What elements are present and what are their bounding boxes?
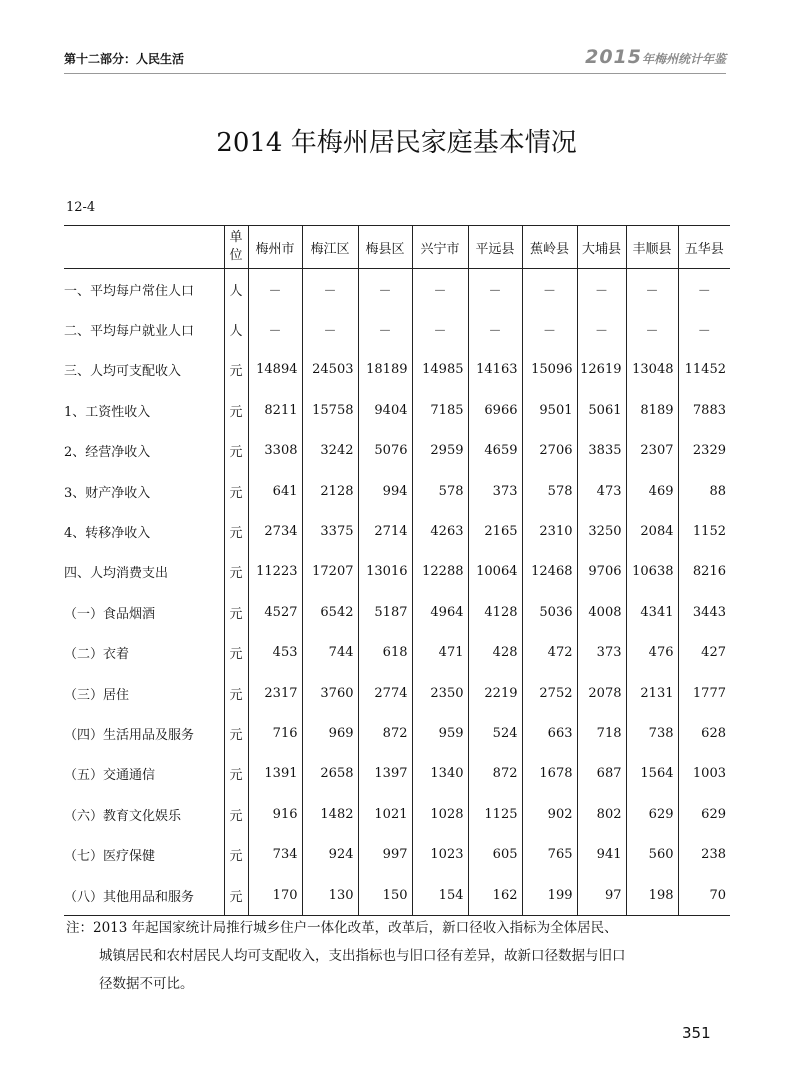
- table-cell: 70: [678, 875, 730, 916]
- table-cell: 641: [248, 471, 302, 511]
- table-cell: －: [412, 269, 468, 310]
- table-cell: 605: [468, 834, 522, 874]
- table-cell: 130: [302, 875, 358, 916]
- table-cell: 427: [678, 633, 730, 673]
- table-cell: 1021: [358, 794, 412, 834]
- table-cell: 9706: [577, 552, 626, 592]
- page-title: 2014 年梅州居民家庭基本情况: [216, 128, 577, 158]
- row-label: （七）医疗保健: [64, 849, 156, 865]
- table-cell: 959: [412, 713, 468, 753]
- row-label: （六）教育文化娱乐: [64, 808, 182, 824]
- table-cell: 2658: [302, 754, 358, 794]
- table-cell: 3760: [302, 673, 358, 713]
- table-cell: －: [678, 269, 730, 310]
- table-row: [64, 471, 730, 511]
- row-label: 一、平均每户常住人口: [64, 283, 195, 299]
- table-row: [64, 794, 730, 834]
- table-cell: 1023: [412, 834, 468, 874]
- table-cell: 11223: [248, 552, 302, 592]
- table-cell: 5187: [358, 592, 412, 632]
- table-cell: 578: [522, 471, 577, 511]
- row-label: （二）衣着: [64, 647, 130, 663]
- table-cell: 2714: [358, 511, 412, 551]
- table-cell: 4341: [626, 592, 678, 632]
- row-unit: 元: [224, 875, 248, 916]
- row-unit: 人: [224, 269, 248, 310]
- table-cell: 154: [412, 875, 468, 916]
- table-cell: 802: [577, 794, 626, 834]
- row-unit: 元: [224, 754, 248, 794]
- table-cell: 1397: [358, 754, 412, 794]
- table-cell: 718: [577, 713, 626, 753]
- table-cell: 902: [522, 794, 577, 834]
- row-unit: 元: [224, 794, 248, 834]
- table-cell: 3835: [577, 431, 626, 471]
- note-line: 城镇居民和农村居民人均可支配收入，支出指标也与旧口径有差异，故新口径数据与旧口: [99, 948, 626, 964]
- table-cell: 744: [302, 633, 358, 673]
- table-cell: 2131: [626, 673, 678, 713]
- table-cell: 453: [248, 633, 302, 673]
- table-cell: 469: [626, 471, 678, 511]
- table-cell: 2706: [522, 431, 577, 471]
- table-row: [64, 673, 730, 713]
- table-cell: 1482: [302, 794, 358, 834]
- table-cell: 5061: [577, 390, 626, 430]
- table-row: [64, 390, 730, 430]
- column-header: 梅州市: [248, 226, 302, 269]
- table-cell: 994: [358, 471, 412, 511]
- yearbook-year: 2015: [585, 46, 642, 68]
- row-unit: 元: [224, 390, 248, 430]
- table-row: [64, 309, 730, 349]
- table-cell: 238: [678, 834, 730, 874]
- table-cell: 765: [522, 834, 577, 874]
- table-cell: 428: [468, 633, 522, 673]
- table-cell: 2310: [522, 511, 577, 551]
- table-row: [64, 834, 730, 874]
- row-unit: 元: [224, 552, 248, 592]
- table-cell: 1028: [412, 794, 468, 834]
- table-row: [64, 754, 730, 794]
- table-cell: 373: [468, 471, 522, 511]
- table-cell: 524: [468, 713, 522, 753]
- row-label: 4、转移净收入: [64, 526, 151, 542]
- table-row: [64, 713, 730, 753]
- table-cell: －: [468, 269, 522, 310]
- table-cell: －: [678, 309, 730, 349]
- table-cell: 3375: [302, 511, 358, 551]
- table-cell: 1340: [412, 754, 468, 794]
- table-cell: 15096: [522, 350, 577, 390]
- table-cell: 162: [468, 875, 522, 916]
- table-cell: －: [248, 269, 302, 310]
- table-cell: 1391: [248, 754, 302, 794]
- table-cell: 997: [358, 834, 412, 874]
- table-cell: 8216: [678, 552, 730, 592]
- table-cell: 716: [248, 713, 302, 753]
- table-cell: 2350: [412, 673, 468, 713]
- yearbook-label: [585, 46, 726, 68]
- table-row: [64, 350, 730, 390]
- table-cell: 13048: [626, 350, 678, 390]
- table-cell: 4964: [412, 592, 468, 632]
- table-cell: 17207: [302, 552, 358, 592]
- table-cell: 14985: [412, 350, 468, 390]
- column-header: 丰顺县: [626, 226, 678, 269]
- table-cell: 1678: [522, 754, 577, 794]
- table-cell: 14163: [468, 350, 522, 390]
- table-cell: 941: [577, 834, 626, 874]
- table-cell: 560: [626, 834, 678, 874]
- row-unit: 元: [224, 431, 248, 471]
- table-cell: 2752: [522, 673, 577, 713]
- row-label: （一）食品烟酒: [64, 606, 156, 622]
- table-cell: 1125: [468, 794, 522, 834]
- table-cell: 4527: [248, 592, 302, 632]
- table-cell: 150: [358, 875, 412, 916]
- column-header: 梅江区: [302, 226, 358, 269]
- table-cell: 12619: [577, 350, 626, 390]
- table-cell: 734: [248, 834, 302, 874]
- header-divider: [64, 73, 726, 74]
- table-row: [64, 633, 730, 673]
- table-cell: 628: [678, 713, 730, 753]
- table-cell: 9404: [358, 390, 412, 430]
- table-cell: 97: [577, 875, 626, 916]
- note-line: 注：2013 年起国家统计局推行城乡住户一体化改革，改革后，新口径收入指标为全体居民、: [66, 920, 618, 936]
- table-row: [64, 592, 730, 632]
- table-cell: 969: [302, 713, 358, 753]
- row-label: （四）生活用品及服务: [64, 727, 195, 743]
- row-unit: 元: [224, 834, 248, 874]
- table-cell: 3242: [302, 431, 358, 471]
- table-cell: 4659: [468, 431, 522, 471]
- table-cell: 473: [577, 471, 626, 511]
- table-cell: 2078: [577, 673, 626, 713]
- table-cell: －: [302, 309, 358, 349]
- table-cell: 4128: [468, 592, 522, 632]
- table-cell: 2329: [678, 431, 730, 471]
- data-table: [64, 225, 730, 916]
- row-unit: 元: [224, 592, 248, 632]
- table-cell: 738: [626, 713, 678, 753]
- table-cell: 3250: [577, 511, 626, 551]
- table-cell: 199: [522, 875, 577, 916]
- table-cell: 7185: [412, 390, 468, 430]
- column-header: 平远县: [468, 226, 522, 269]
- unit-header-label: 单位: [229, 230, 243, 263]
- table-cell: 471: [412, 633, 468, 673]
- table-cell: －: [412, 309, 468, 349]
- table-cell: 9501: [522, 390, 577, 430]
- table-cell: 1152: [678, 511, 730, 551]
- table-cell: 5076: [358, 431, 412, 471]
- table-cell: 5036: [522, 592, 577, 632]
- table-cell: 14894: [248, 350, 302, 390]
- column-header: 五华县: [678, 226, 730, 269]
- table-cell: 2307: [626, 431, 678, 471]
- row-label: （三）居住: [64, 687, 130, 703]
- table-cell: 10638: [626, 552, 678, 592]
- row-unit: 元: [224, 350, 248, 390]
- page-number: 351: [682, 1024, 711, 1042]
- table-cell: 13016: [358, 552, 412, 592]
- note-line: 径数据不可比。: [99, 976, 194, 992]
- table-cell: 2317: [248, 673, 302, 713]
- table-cell: 4263: [412, 511, 468, 551]
- table-cell: 629: [678, 794, 730, 834]
- table-row: [64, 431, 730, 471]
- row-label: 2、经营净收入: [64, 445, 151, 461]
- table-cell: 12288: [412, 552, 468, 592]
- table-cell: 4008: [577, 592, 626, 632]
- table-cell: 476: [626, 633, 678, 673]
- column-header: 大埔县: [577, 226, 626, 269]
- table-cell: 170: [248, 875, 302, 916]
- row-label: 三、人均可支配收入: [64, 364, 182, 380]
- row-label: 3、财产净收入: [64, 485, 151, 501]
- table-cell: 578: [412, 471, 468, 511]
- row-label: 二、平均每户就业人口: [64, 324, 195, 340]
- table-cell: －: [626, 309, 678, 349]
- table-cell: 2734: [248, 511, 302, 551]
- table-cell: －: [248, 309, 302, 349]
- table-cell: 2219: [468, 673, 522, 713]
- header-item-cell: [64, 226, 224, 269]
- table-cell: 373: [577, 633, 626, 673]
- table-cell: 7883: [678, 390, 730, 430]
- table-cell: 1777: [678, 673, 730, 713]
- yearbook-name: 年梅州统计年鉴: [641, 52, 726, 66]
- table-cell: 2774: [358, 673, 412, 713]
- table-cell: －: [522, 269, 577, 310]
- table-row: [64, 269, 730, 310]
- table-cell: 1564: [626, 754, 678, 794]
- section-label: 第十二部分：人民生活: [64, 52, 185, 66]
- row-unit: 元: [224, 673, 248, 713]
- column-header: 蕉岭县: [522, 226, 577, 269]
- table-cell: －: [358, 309, 412, 349]
- table-cell: 472: [522, 633, 577, 673]
- table-cell: 6966: [468, 390, 522, 430]
- table-cell: 6542: [302, 592, 358, 632]
- row-unit: 元: [224, 633, 248, 673]
- table-cell: 18189: [358, 350, 412, 390]
- page-header: [64, 46, 726, 70]
- table-cell: 8189: [626, 390, 678, 430]
- table-code: 12-4: [66, 200, 96, 215]
- table-cell: 2959: [412, 431, 468, 471]
- table-cell: －: [302, 269, 358, 310]
- table-cell: －: [468, 309, 522, 349]
- table-row: [64, 552, 730, 592]
- table-cell: 2128: [302, 471, 358, 511]
- table-cell: －: [577, 309, 626, 349]
- table-cell: 11452: [678, 350, 730, 390]
- row-unit: 元: [224, 713, 248, 753]
- row-label: 四、人均消费支出: [64, 566, 169, 582]
- table-cell: －: [522, 309, 577, 349]
- table-cell: 916: [248, 794, 302, 834]
- table-cell: －: [626, 269, 678, 310]
- table-cell: 10064: [468, 552, 522, 592]
- table-row: [64, 875, 730, 916]
- table-row: [64, 511, 730, 551]
- table-cell: 12468: [522, 552, 577, 592]
- row-label: 1、工资性收入: [64, 404, 151, 420]
- table-cell: －: [358, 269, 412, 310]
- table-cell: 924: [302, 834, 358, 874]
- table-cell: 88: [678, 471, 730, 511]
- table-cell: 1003: [678, 754, 730, 794]
- row-label: （八）其他用品和服务: [64, 875, 224, 916]
- table-cell: 2084: [626, 511, 678, 551]
- table-cell: 687: [577, 754, 626, 794]
- table-cell: 629: [626, 794, 678, 834]
- row-unit: 人: [224, 309, 248, 349]
- table-cell: 872: [468, 754, 522, 794]
- table-cell: －: [577, 269, 626, 310]
- table-cell: 872: [358, 713, 412, 753]
- table-cell: 8211: [248, 390, 302, 430]
- table-header-row: [64, 226, 730, 269]
- table-cell: 15758: [302, 390, 358, 430]
- table-cell: 3308: [248, 431, 302, 471]
- row-label: （五）交通通信: [64, 768, 156, 784]
- table-cell: 24503: [302, 350, 358, 390]
- header-unit-cell: [224, 226, 248, 269]
- row-unit: 元: [224, 471, 248, 511]
- table-cell: 3443: [678, 592, 730, 632]
- column-header: 梅县区: [358, 226, 412, 269]
- row-unit: 元: [224, 511, 248, 551]
- table-note: [66, 914, 726, 998]
- table-cell: 198: [626, 875, 678, 916]
- table-cell: 2165: [468, 511, 522, 551]
- table-cell: 663: [522, 713, 577, 753]
- column-header: 兴宁市: [412, 226, 468, 269]
- table-cell: 618: [358, 633, 412, 673]
